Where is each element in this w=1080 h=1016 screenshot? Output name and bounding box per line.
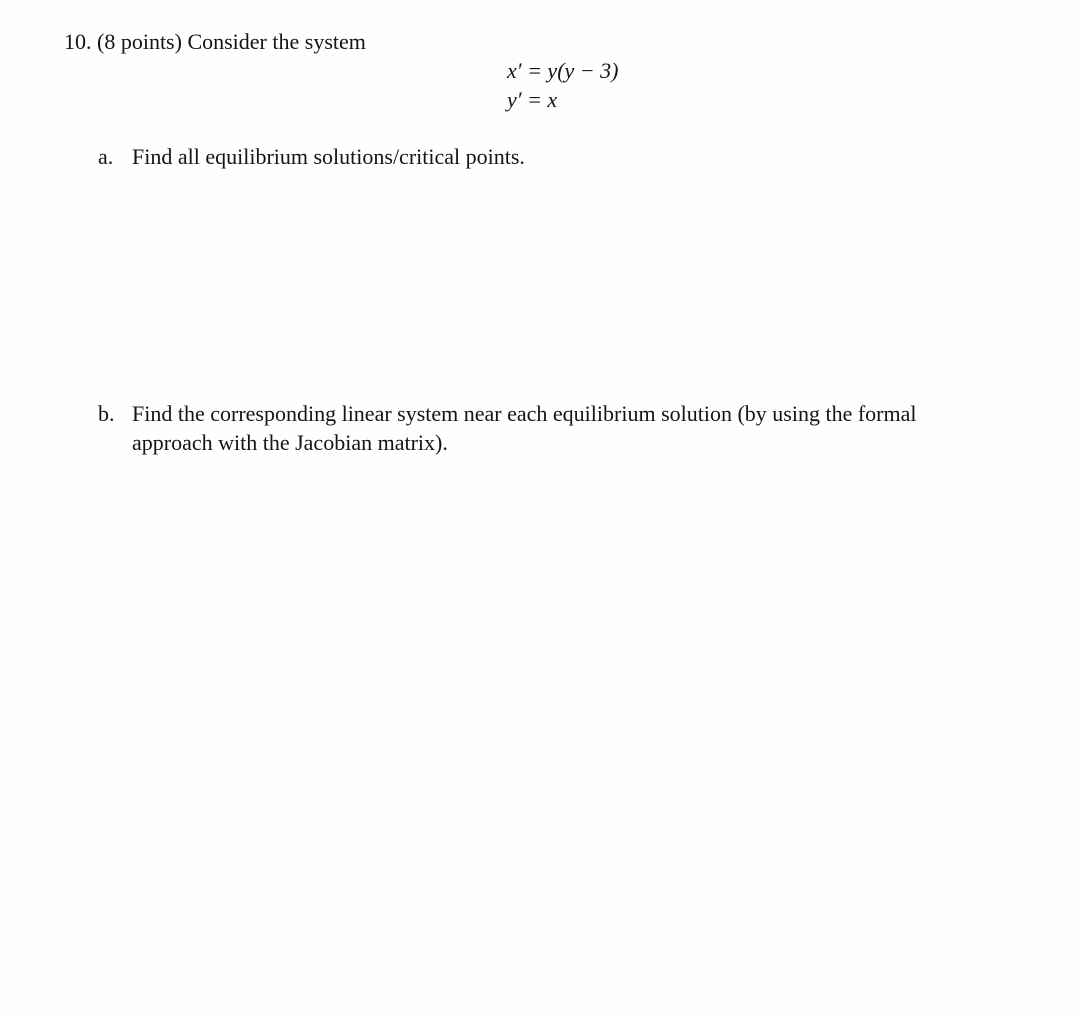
part-a-label: a.: [98, 144, 114, 169]
equation-y-prime: y′ = x: [507, 87, 558, 112]
part-b-label: b.: [98, 401, 115, 426]
part-b-question-line-2: approach with the Jacobian matrix).: [132, 430, 448, 455]
part-b-question-line-1: Find the corresponding linear system near each equilibrium solution (by using the formal: [132, 401, 917, 426]
part-a-question: Find all equilibrium solutions/critical points.: [132, 144, 525, 169]
equation-x-prime: x′ = y(y − 3): [507, 58, 619, 83]
problem-heading: 10. (8 points) Consider the system: [64, 29, 366, 54]
